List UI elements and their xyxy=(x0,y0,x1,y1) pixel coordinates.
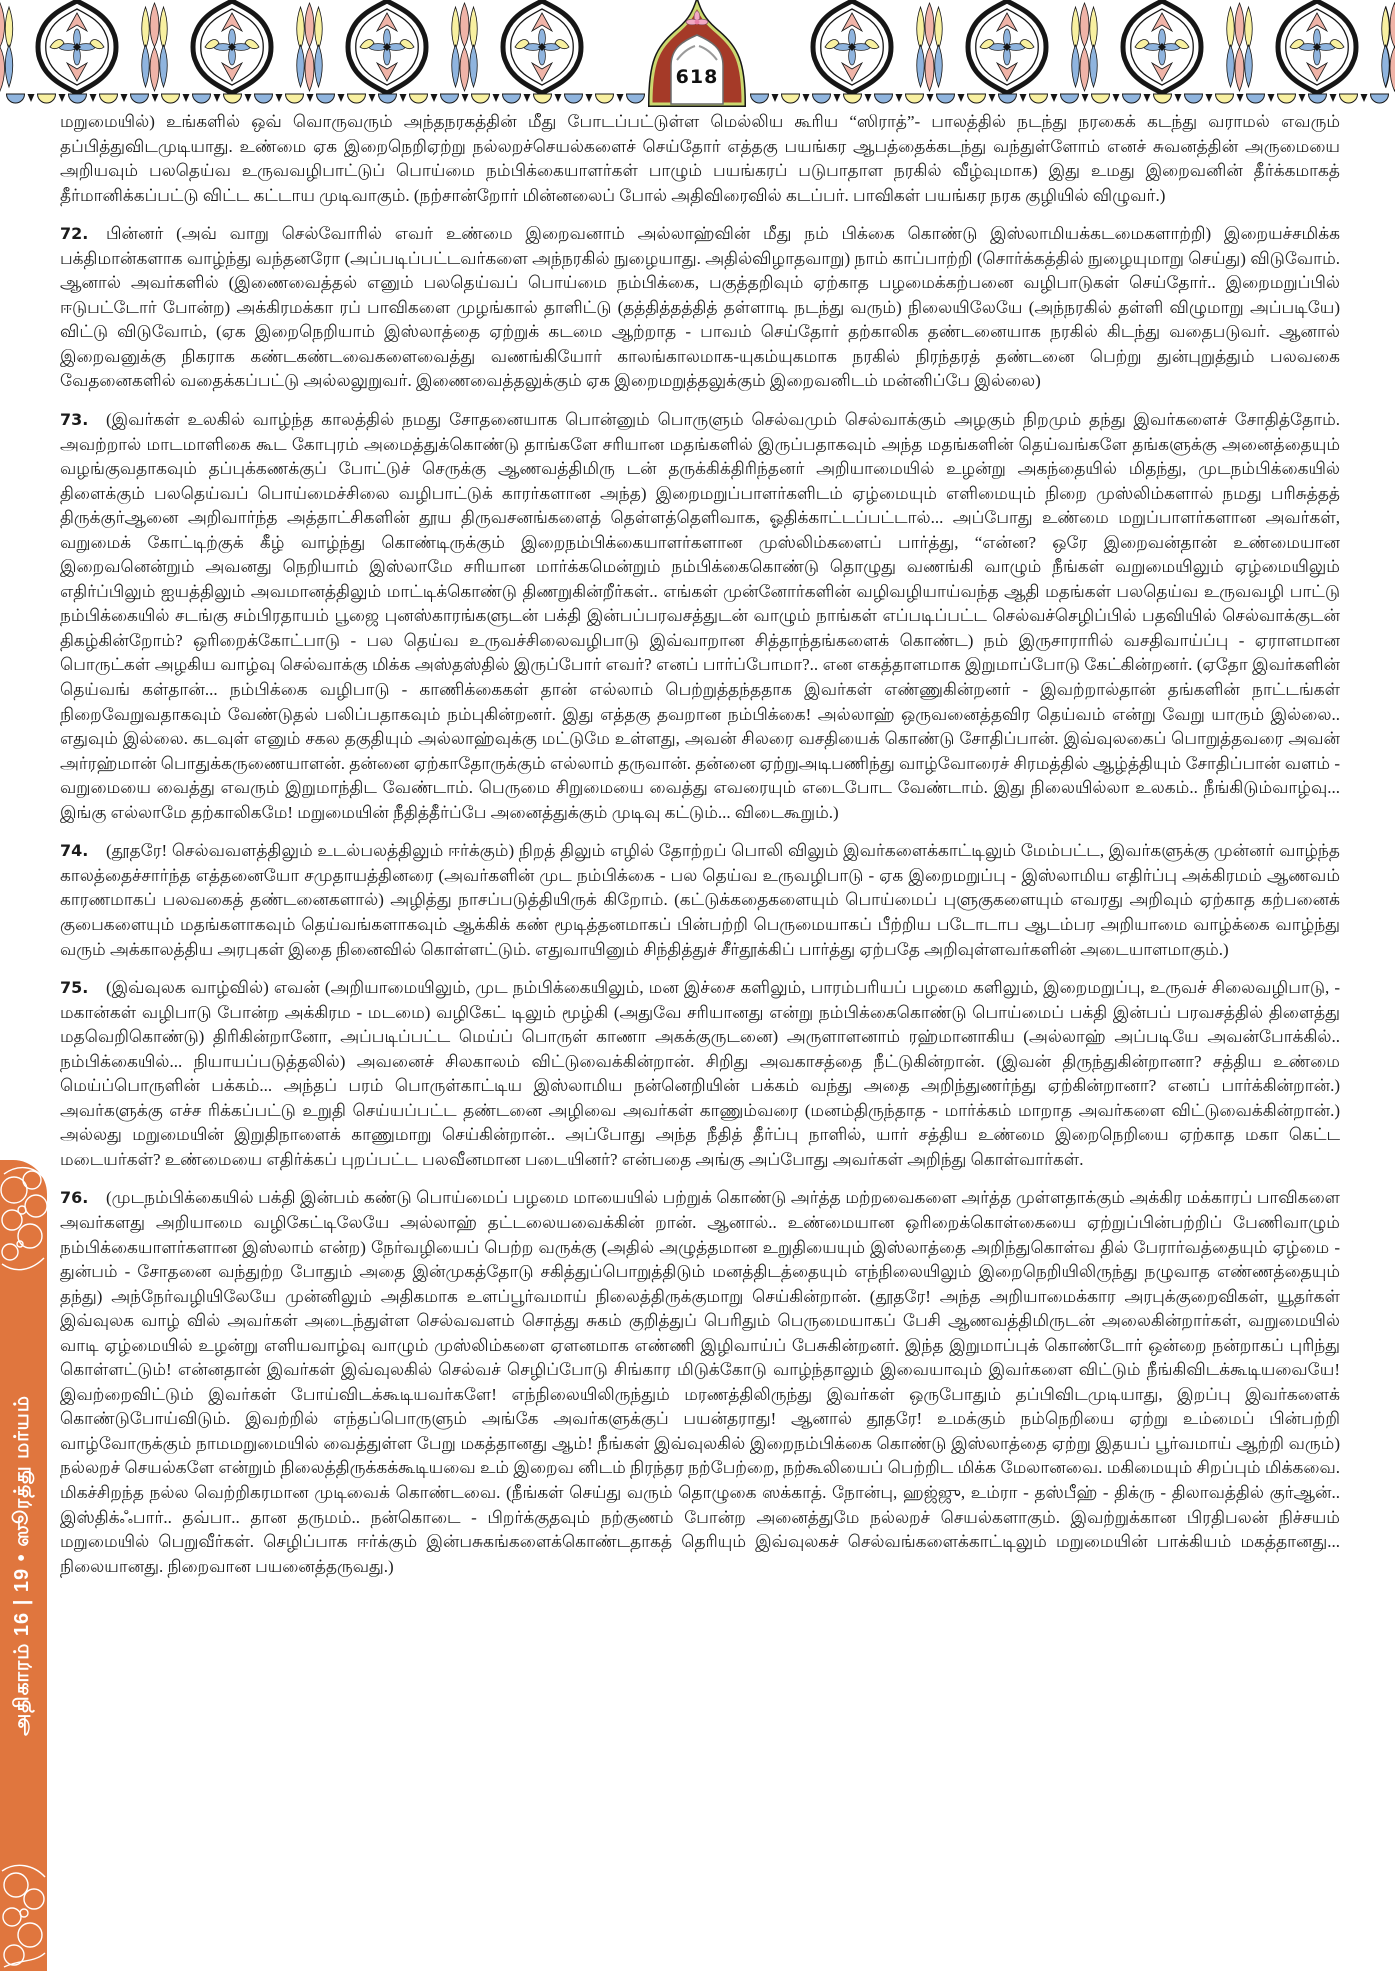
page-number: 618 xyxy=(675,66,719,88)
verse-paragraph-72 xyxy=(60,222,1340,394)
paragraph-text: (தூதரே! செல்வவளத்திலும் உடல்பலத்திலும் ஈர்க்கும்) நிறத் திலும் எழில் தோற்றப் பொலி விலும் இவர்களைக்காட்டிலும் மேம்பட்ட, இவர்களுக்கு முன்னர் வாழ்ந்த காலத்தைச்சார்ந்த எத்தனையோ சமுதாயத்தினரை (அவர்களின் முட நம்பிக்கை - பல தெய்வ உருவழிபாடு - ஏக இறைமறுப்பு - இஸ்லாமிய எதிர்ப்பு அக்கிரமம் ஆணவம் காரணமாகப் பலவகைத் தண்டனைகளால்) அழித்து நாசப்படுத்தியிருக் கிறோம். (கட்டுக்கதைகளையும் பொய்மைப் புளுகுகளையும் எவரது அறிவும் ஏற்காத கற்பனைக் குபைகளையும் மதங்களாகவும் தெய்வங்களாகவும் ஆக்கிக் கண் மூடித்தனமாகப் பின்பற்றி பெருமையாகப் பீற்றிய படோடாப ஆடம்பர அறியாமை வாழ்க்கை வாழ்ந்து வரும் அக்காலத்திய அரபுகள் இதை நினைவில் கொள்ளட்டும். எதுவாயினும் சிந்தித்துச் சீர்தூக்கிப் பார்த்து ஏற்பதே அறிவுள்ளவர்களின் அடையாளமாகும்.) xyxy=(60,841,1340,959)
arabesque-ornament-icon xyxy=(0,1855,47,1975)
commentary-text xyxy=(60,110,1340,1593)
verse-number: 76. xyxy=(60,1188,89,1208)
verse-paragraph-76 xyxy=(60,1186,1340,1579)
sidebar-chapter-label: அதிகாரம் 16 | 19 • ஸூரத்து மர்யம் xyxy=(11,1395,33,1736)
paragraph-text: மறுமையில்) உங்களில் ஒவ் வொருவரும் அந்தநரகத்தின் மீது போடப்பட்டுள்ள மெல்லிய கூரிய “ஸிராத்”- பாலத்தில் நடந்து நரகைக் கடந்து வராமல் எவரும் தப்பித்துவிடமுடியாது. உண்மை ஏக இறைநெறிஏற்று நல்லறச்செயல்களைச் செய்தோர் எத்தகு பயங்கர ஆபத்தைக்கடந்து வந்துள்ளோம் எனச் சுவனத்தின் அருமையை அறியவும் பலதெய்வ உருவவழிபாட்டுப் பொய்மை நம்பிக்கையாளர்கள் பாழும் பயங்கரப் படுபாதாள நரகில் வீழ்வுமாக) இது உமது இறைவனின் தீர்க்கமாகத் தீர்மானிக்கப்பட்டு விட்ட கட்டாய முடிவாகும். (நற்சான்றோர் மின்னலைப் போல் அதிவிரைவில் கடப்பர். பாவிகள் பயங்கர நரக குழியில் விழுவர்.) xyxy=(60,112,1340,205)
paragraph-text: பின்னர் (அவ் வாறு செல்வோரில் எவர் உண்மை இறைவனாம் அல்லாஹ்வின் மீது நம் பிக்கை கொண்டு இஸ்லாமியக்கடமைகளாற்றி) இறையச்சமிக்க பக்திமான்களாக வாழ்ந்து வந்தனரோ (அப்படிப்பட்டவர்களை அந்நரகில் நுழையாது. அதில்விழாதவாறு) நாம் காப்பாற்றி (சொர்க்கத்தில் நுழையுமாறு செய்து) விடுவோம். ஆனால் அவர்களில் (இணைவைத்தல் எனும் பலதெய்வப் பொய்மை நம்பிக்கை, பகுத்தறிவும் ஏற்காத பழமைக்கற்பனை வழிபாடுகள் செய்தோர்.. இறைமறுப்பில் ஈடுபட்டோர் போன்ற) அக்கிரமக்கா ரப் பாவிகளை முழங்கால் தாளிட்டு (தத்தித்தத்தித் தள்ளாடி நடந்து வரும்) நிலையிலேயே (அந்நரகில் தள்ளி விழுமாறு அப்படியே) விட்டு விடுவோம், (ஏக இறைநெறியாம் இஸ்லாத்தை ஏற்றுக் கடமை ஆற்றாத - பாவம் செய்தோர் தற்காலிக தண்டனையாக நரகில் கிடந்து வதைபடுவர். ஆனால் இறைவனுக்கு நிகராக கண்டகண்டவைகளைவைத்து வணங்கியோர் காலங்காலமாக-யுகம்யுகமாக நரகில் நிரந்தரத் தண்டனை பெற்று துன்புறுத்தும் பலவகை வேதனைகளில் வதைக்கப்பட்டு அல்லலுறுவர். இணைவைத்தலுக்கும் ஏக இறைமறுத்தலுக்கும் இறைவனிடம் மன்னிப்பே இல்லை) xyxy=(60,224,1340,391)
verse-number: 75. xyxy=(60,978,89,998)
paragraph-text: (இவர்கள் உலகில் வாழ்ந்த காலத்தில் நமது சோதனையாக பொன்னும் பொருளும் செல்வமும் செல்வாக்கும் அழகும் நிறமும் தந்து இவர்களைச் சோதித்தோம். அவற்றால் மாடமாளிகை கூட கோபுரம் அமைத்துக்கொண்டு தாங்களே சரியான மதங்களில் இருப்பதாகவும் அந்த மதங்களின் தெய்வங்களே தங்களுக்கு அனைத்தையும் வழங்குவதாகவும் தப்புக்கணக்குப் போட்டுச் செருக்கு ஆணவத்திமிரு டன் தருக்கிக்திரிந்தனர் அறியாமையில் உழன்று அகந்தையில் மிதந்து, முடநம்பிக்கையில் திளைக்கும் பலதெய்வப் பொய்மைச்சிலை வழிபாட்டுக் காரர்களான அந்த) இறைமறுப்பாளர்களிடம் ஏழ்மையும் எளிமையும் நிறை முஸ்லிம்களால் நமது பரிசுத்தத் திருக்குர்ஆனை அறிவார்ந்த அத்தாட்சிகளின் தூய திருவசனங்களைத் தெள்ளத்தெளிவாக, ஓதிக்காட்டப்பட்டால்... அப்போது உண்மை மறுப்பாளர்களான அவர்கள், வறுமைக் கோட்டிற்குக் கீழ் வாழ்ந்து கொண்டிருக்கும் இறைநம்பிக்கையாளர்களான முஸ்லிம்களைப் பார்த்து, “என்ன? ஒரே இறைவன்தான் உண்மையான இறைவனென்றும் அவனது நெறியாம் இஸ்லாமே சரியான மார்க்கமென்றும் நம்பிக்கைகொண்டு தொழுது வணங்கி வாழும் நீங்கள் வறுமையிலும் ஏழ்மையிலும் எதிர்ப்பிலும் ஐயத்திலும் அவமானத்திலும் மாட்டிக்கொண்டு திணறுகின்றீர்கள்.. எங்கள் முன்னோர்களின் வழிவழியாய்வந்த ஆதி மதங்கள் பலதெய்வ உருவவழி பாட்டு நம்பிக்கையில் சடங்கு சம்பிரதாயம் பூஜை புனஸ்காரங்களுடன் பக்தி இன்பப்பரவசத்துடன் வாழும் நாங்கள் எப்படிப்பட்ட செல்வச்செழிப்பில் பதவியில் செல்வாக்குடன் திகழ்கின்றோம்? ஒரிறைக்கோட்பாடு - பல தெய்வ உருவச்சிலைவழிபாடு இவ்வாறான சித்தாந்தங்களைக் கொண்ட) நம் இருசாராரில் வசதிவாய்ப்பு - ஏராளமான பொருட்கள் அழகிய வாழ்வு செல்வாக்கு மிக்க அஸ்தஸ்தில் இருப்போர் எவர்? எனப் பார்ப்போமா?.. என எகத்தாளமாக இறுமாப்போடு கேட்கின்றனர். (ஏதோ இவர்களின் தெய்வங் கள்தான்... நம்பிக்கை வழிபாடு - காணிக்கைகள் தான் எல்லாம் பெற்றுத்தந்ததாக இவர்கள் எண்ணுகின்றனர் - இவற்றால்தான் தங்களின் நாட்டங்கள் நிறைவேறுவதாகவும் வேண்டுதல் பலிப்பதாகவும் நம்புகின்றனர். இது எத்தகு தவறான நம்பிக்கை! அல்லாஹ் ஒருவனைத்தவிர தெய்வம் என்று வேறு யாரும் இல்லை.. எதுவும் இல்லை. கடவுள் எனும் சகல தகுதியும் அல்லாஹ்வுக்கு மட்டுமே உள்ளது, அவன் சிலரை வசதியைக் கொண்டு சோதிப்பான். இவ்வுலகைப் பொறுத்தவரை அவன் அர்ரஹ்மான் பொதுக்கருணையாளன். தன்னை ஏற்காதோருக்கும் எல்லாம் தருவான். தன்னை ஏற்றுஅடிபணிந்து வாழ்வோரைச் சிரமத்தில் ஆழ்த்தியும் சோதிப்பான் வளம் - வறுமையை வைத்து எவரும் இறுமாந்திட வேண்டாம். பெருமை சிறுமையை வைத்து எவரையும் எடைபோட வேண்டாம். இது நிலையில்லா உலகம்.. நீங்கிடும்வாழ்வு... இங்கு எல்லாமே தற்காலிகமே! மறுமையின் நீதித்தீர்ப்பே அனைத்துக்கும் முடிவு கட்டும்... விடைகூறும்.) xyxy=(60,410,1340,822)
verse-number: 74. xyxy=(60,841,89,861)
intro-paragraph xyxy=(60,110,1340,208)
verse-number: 72. xyxy=(60,224,89,244)
islamic-pattern-border-icon xyxy=(0,0,1395,112)
paragraph-text: (இவ்வுலக வாழ்வில்) எவன் (அறியாமையிலும், முட நம்பிக்கையிலும், மன இச்சை களிலும், பாரம்பரியப் பழமை களிலும், இறைமறுப்பு, உருவச் சிலைவழிபாடு, - மகான்கள் வழிபாடு போன்ற அக்கிரம - மடமை) வழிகேட் டிலும் மூழ்கி (அதுவே சரியானது என்று நம்பிக்கைகொண்டு பொய்மைப் பக்தி இன்பப் பரவசத்தில் திளைத்து மதவெறிகொண்டு) திரிகின்றானோ, அப்படிப்பட்ட மெய்ப் பொருள் காணா அகக்குருடனை) அருளாளனாம் ரஹ்மானாகிய (அல்லாஹ் அப்படியே அவன்போக்கில்.. நம்பிக்கையில்... நியாயப்படுத்தலில்) அவனைச் சிலகாலம் விட்டுவைக்கின்றான். சிறிது அவகாசத்தை நீட்டுகின்றான். (இவன் திருந்துகின்றானா? சத்திய உண்மை மெய்ப்பொருளின் பக்கம்... அந்தப் பரம் பொருள்காட்டிய இஸ்லாமிய நன்னெறியின் பக்கம் வந்து அதை அறிந்துணர்ந்து ஏற்கின்றானா? எனப் பார்க்கின்றான்.) அவர்களுக்கு எச்ச ரிக்கப்பட்டு உறுதி செய்யப்பட்ட தண்டனை அழிவை அவர்கள் காணும்வரை (மனம்திருந்தாத - மார்க்கம் மாறாத அவர்களை விட்டுவைக்கின்றான்.) அல்லது மறுமையின் இறுதிநாளைக் காணுமாறு செய்கின்றான்.. அப்போது அந்த நீதித் தீர்ப்பு நாளில், யார் சத்திய உண்மை இறைநெறியை ஏற்காத மகா கெட்ட மடையர்கள்? உண்மையை எதிர்க்கப் புறப்பட்ட பலவீனமான படையினர்? என்பதை அங்கு அப்போது அவர்கள் அறிந்து கொள்வார்கள். xyxy=(60,978,1340,1169)
verse-paragraph-74 xyxy=(60,839,1340,962)
verse-number: 73. xyxy=(60,410,89,430)
chapter-sidebar xyxy=(0,1160,47,1971)
sidebar-label-wrap xyxy=(0,1160,47,1971)
verse-paragraph-73 xyxy=(60,408,1340,825)
verse-paragraph-75 xyxy=(60,976,1340,1172)
paragraph-text: (முடநம்பிக்கையில் பக்தி இன்பம் கண்டு பொய்மைப் பழமை மாயையில் பற்றுக் கொண்டு அர்த்த மற்றவைகளை அர்த்த முள்ளதாக்கும் அக்கிர மக்காரப் பாவிகளை அவர்களது அறியாமை வழிகேட்டிலேயே அல்லாஹ் தட்டலையவைக்கின் றான். ஆனால்.. உண்மையான ஒரிறைக்கொள்கையை ஏற்றுப்பின்பற்றிப் பேணிவாழும் நம்பிக்கையாளர்களான இஸ்லாம் என்ற) நேர்வழியைப் பெற்ற வருக்கு (அதில் அழுத்தமான உறுதியையும் இஸ்லாத்தை அறிந்துகொள்வ தில் பேரார்வத்தையும் ஏழ்மை - துன்பம் - சோதனை வந்துற்ற போதும் அதை இன்முகத்தோடு சகித்துப்பொறுத்திடும் மனத்திடத்தையும் எந்நிலையிலும் இறைநெறியிலிருந்து நழுவாத எண்ணத்தையும் தந்து) அந்நேர்வழியிலேயே முன்னிலும் அதிகமாக உளப்பூர்வமாய் நிலைத்திருக்குமாறு செய்கின்றான். (தூதரே! அந்த அறியாமைக்கார அரபுக்குறைவிகள், யூதர்கள் இவ்வுலக வாழ் வில் அவர்கள் அடைந்துள்ள செல்வவளம் சொத்து சுகம் குறித்துப் பெரிதும் பெருமையாகப் பேசி ஆணவத்திமிருடன் அலைகின்றார்கள், வறுமையில் வாடி ஏழ்மையில் உழன்று எளியவாழ்வு வாழும் முஸ்லிம்களை ஏளனமாக எண்ணி இழிவாய்ப் பேசுகின்றனர். இந்த இறுமாப்புக் கொண்டோர் ஒன்றை நன்றாகப் புரிந்து கொள்ளட்டும்! என்னதான் இவர்கள் இவ்வுலகில் செல்வச் செழிப்போடு சிங்கார மிடுக்கோடு வாழ்ந்தாலும் இவையாவும் இவர்களை விட்டும் நீங்கிவிடக்கூடியவையே! இவற்றைவிட்டும் இவர்கள் போய்விடக்கூடியவர்களே! எந்நிலையிலிருந்தும் மரணத்திலிருந்து இவர்கள் ஒருபோதும் தப்பிவிடமுடியாது, இறப்பு இவர்களைக் கொண்டுபோய்விடும். இவற்றில் எந்தப்பொருளும் அங்கே அவர்களுக்குப் பயன்தராது! ஆனால் தூதரே! உமக்கும் நம்நெறியை ஏற்று உம்மைப் பின்பற்றி வாழ்வோருக்கும் நாமமறுமையில் வைத்துள்ள பேறு மகத்தானது ஆம்! நீங்கள் இவ்வுலகில் இறைநம்பிக்கை கொண்டு இஸ்லாத்தை ஏற்று இதயப் பூர்வமாய் ஆற்றி வரும்) நல்லறச் செயல்களே என்றும் நிலைத்திருக்கக்கூடியவை உம் இறைவ னிடம் நிரந்தர நற்பேற்றை, நற்கூலியைப் பெற்றிட மிக்க மேலானவை. மகிமையும் சிறப்பும் மிக்கவை. மிகச்சிறந்த நல்ல வெற்றிகரமான முடிவைக் கொண்டவை. (நீங்கள் செய்து வரும் தொழுகை ஸக்காத். நோன்பு, ஹஜ்ஜு, உம்ரா - தஸ்பீஹ் - திக்ரு - திலாவத்தில் குர்ஆன்.. இஸ்திக்ஃபார்.. தவ்பா.. தான தருமம்.. நன்கொடை - பிறர்க்குதவும் நற்குணம் போன்ற அனைத்துமே நல்லறச் செயல்களாகும். இவற்றுக்கான பிரதிபலன் நிச்சயம் மறுமையில் பெறுவீர்கள். செழிப்பாக ஈர்க்கும் இன்பசுகங்களைக்கொண்டதாகத் தெரியும் இவ்வுலகச் செல்வங்களைக்காட்டிலும் மறுமையின் பாக்கியம் மகத்தானது... நிலையானது. நிறைவான பயனைத்தருவது.) xyxy=(60,1188,1341,1576)
ornamental-top-border xyxy=(0,0,1395,112)
